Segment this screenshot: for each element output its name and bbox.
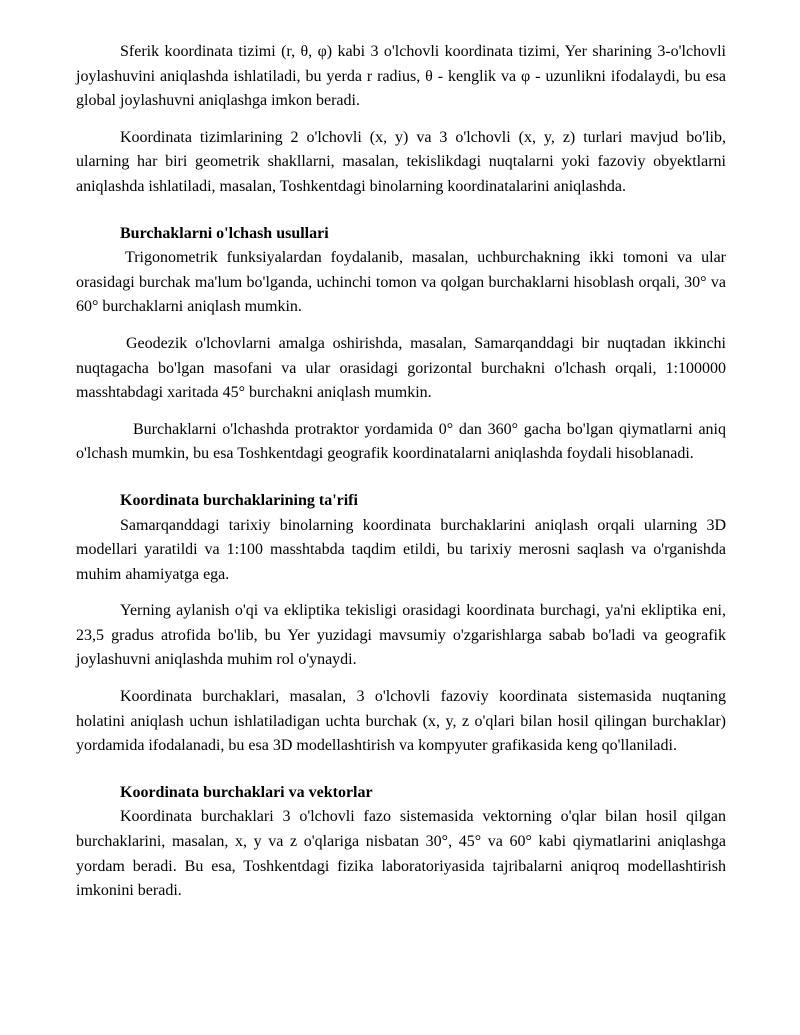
paragraph-protractor: Burchaklarni o'lchashda protraktor yordamida 0° dan 360° gacha bo'lgan qiymatlarni aniq o'lchash mumkin, bu esa Toshkentdagi geografik koordinatalarni aniqlashda foydali hisoblanadi. xyxy=(76,420,726,463)
paragraph-coordinate-system-types: Koordinata tizimlarining 2 o'lchovli (x, y) va 3 o'lchovli (x, y, z) turlari mavjud bo'lib, ularning har biri geometrik shakllarni, masalan, tekislikdagi nuqtalarni yoki fazoviy obyektlarni aniqlashda ishlatiladi, masalan, Toshkentdagi binolarning koordinatalarini aniqlashda. xyxy=(76,128,726,195)
paragraph-samarkand-buildings: Samarqanddagi tarixiy binolarning koordinata burchaklarini aniqlash orqali ularning 3D modellari yaratildi va 1:100 masshtabda taqdim etildi, bu tarixiy merosni saqlash va o'rganishda muhim ahamiyatga ega. xyxy=(76,516,726,583)
paragraph-spherical-coordinates: Sferik koordinata tizimi (r, θ, φ) kabi 3 o'lchovli koordinata tizimi, Yer sharining 3-o'lchovli joylashuvini aniqlashda ishlatiladi, bu yerda r radius, θ - kenglik va φ - uzunlikni ifodalaydi, bu esa global joylashuvni aniqlashga imkon beradi. xyxy=(76,43,726,110)
paragraph-3d-coordinate-angles: Koordinata burchaklari, masalan, 3 o'lchovli fazoviy koordinata sistemasida nuqtaning holatini aniqlash uchun ishlatiladigan uchta burchak (x, y, z o'qlari bilan hosil qilingan burchaklar) yordamida ifodalanadi, bu esa 3D modellashtirish va kompyuter grafikasida keng qo'llaniladi. xyxy=(76,688,726,755)
paragraph-geodetic-measurements: Geodezik o'lchovlarni amalga oshirishda, masalan, Samarqanddagi bir nuqtadan ikkinchi nuqtagacha bo'lgan masofani va ular orasidagi gorizontal burchakni o'lchash orqali, 1:100000 masshtabdagi xaritada 45° burchakni aniqlash mumkin. xyxy=(76,334,726,402)
document-page xyxy=(76,40,726,904)
heading-coordinate-angles-vectors: Koordinata burchaklari va vektorlar xyxy=(120,783,373,801)
paragraph-vector-angles: Koordinata burchaklari 3 o'lchovli fazo sistemasida vektorning o'qlar bilan hosil qilgan burchaklarini, masalan, x, y va z o'qlariga nisbatan 30°, 45° va 60° kabi qiymatlarini aniqlashga yordam beradi. Bu esa, Toshkentdagi fizika laboratoriyasida tajribalarni aniqroq modellashtirish imkonini beradi. xyxy=(76,808,726,900)
heading-angle-measurement-methods: Burchaklarni o'lchash usullari xyxy=(120,224,329,242)
heading-coordinate-angles-definition: Koordinata burchaklarining ta'rifi xyxy=(120,491,358,509)
paragraph-trigonometric-functions: Trigonometrik funksiyalardan foydalanib, masalan, uchburchakning ikki tomoni va ular orasidagi burchak ma'lum bo'lganda, uchinchi tomon va qolgan burchaklarni hisoblash orqali, 30° va 60° burchaklarni aniqlash mumkin. xyxy=(76,249,726,316)
paragraph-earth-axis: Yerning aylanish o'qi va ekliptika tekisligi orasidagi koordinata burchagi, ya'ni ekliptika eni, 23,5 gradus atrofida bo'lib, bu Yer yuzidagi mavsumiy o'zgarishlarga sabab bo'ladi va geografik joylashuvni aniqlashda muhim rol o'ynaydi. xyxy=(76,602,726,669)
